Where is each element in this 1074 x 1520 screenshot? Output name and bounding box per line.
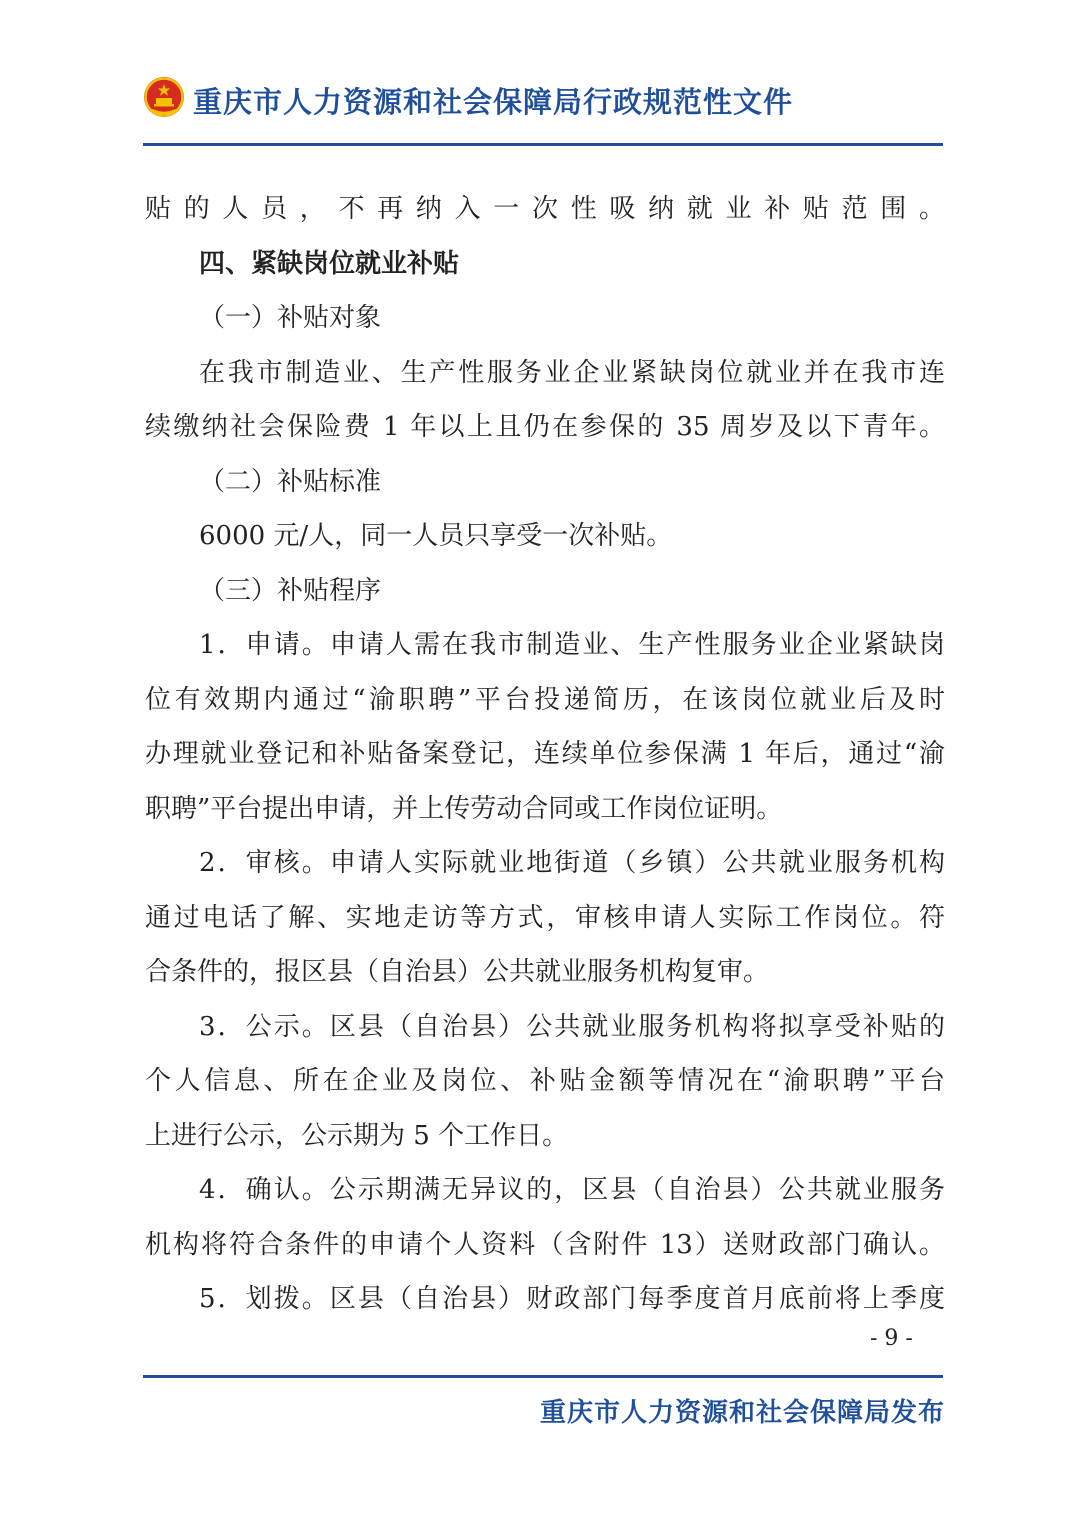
body-line: 位有效期内通过“渝职聘”平台投递简历，在该岗位就业后及时: [145, 684, 945, 715]
body-line: 通过电话了解、实地走访等方式，审核申请人实际工作岗位。符: [145, 902, 945, 933]
page-number: - 9 -: [870, 1326, 913, 1351]
body-line: 职聘”平台提出申请，并上传劳动合同或工作岗位证明。: [145, 793, 783, 824]
body-line: 续缴纳社会保险费 1 年以上且仍在参保的 35 周岁及以下青年。: [145, 412, 945, 442]
body-line: 合条件的，报区县（自治县）公共就业服务机构复审。: [145, 957, 770, 987]
header-divider: [143, 143, 943, 146]
subsection-heading: （三）补贴程序: [199, 575, 382, 606]
body-line: 4．确认。公示期满无异议的，区县（自治县）公共就业服务: [199, 1175, 945, 1205]
subsection-heading: （二）补贴标准: [199, 466, 382, 497]
body-line: 5．划拨。区县（自治县）财政部门每季度首月底前将上季度: [199, 1284, 945, 1314]
footer-publisher: 重庆市人力资源和社会保障局发布: [540, 1398, 946, 1428]
body-line: 贴的人员，不再纳入一次性吸纳就业补贴范围。: [145, 194, 945, 224]
body-line: 3．公示。区县（自治县）公共就业服务机构将拟享受补贴的: [199, 1011, 945, 1042]
document-header: [143, 70, 943, 130]
section-heading: 四、紧缺岗位就业补贴: [199, 248, 460, 279]
national-emblem-icon: [143, 76, 185, 118]
body-line: 个人信息、所在企业及岗位、补贴金额等情况在“渝职聘”平台: [145, 1066, 945, 1096]
body-line: 6000 元/人，同一人员只享受一次补贴。: [199, 521, 673, 551]
body-line: 机构将符合条件的申请个人资料（含附件 13）送财政部门确认。: [145, 1229, 945, 1260]
footer-divider: [143, 1375, 943, 1378]
body-line: 2．审核。申请人实际就业地街道（乡镇）公共就业服务机构: [199, 848, 945, 878]
document-body: [145, 182, 945, 1327]
header-title: 重庆市人力资源和社会保障局行政规范性文件: [193, 85, 794, 119]
body-line: 上进行公示，公示期为 5 个工作日。: [145, 1120, 569, 1151]
body-line: 1．申请。申请人需在我市制造业、生产性服务业企业紧缺岗: [199, 630, 945, 660]
body-line: 在我市制造业、生产性服务业企业紧缺岗位就业并在我市连: [199, 357, 945, 388]
subsection-heading: （一）补贴对象: [199, 303, 382, 333]
body-line: 办理就业登记和补贴备案登记，连续单位参保满 1 年后，通过“渝: [145, 739, 945, 769]
